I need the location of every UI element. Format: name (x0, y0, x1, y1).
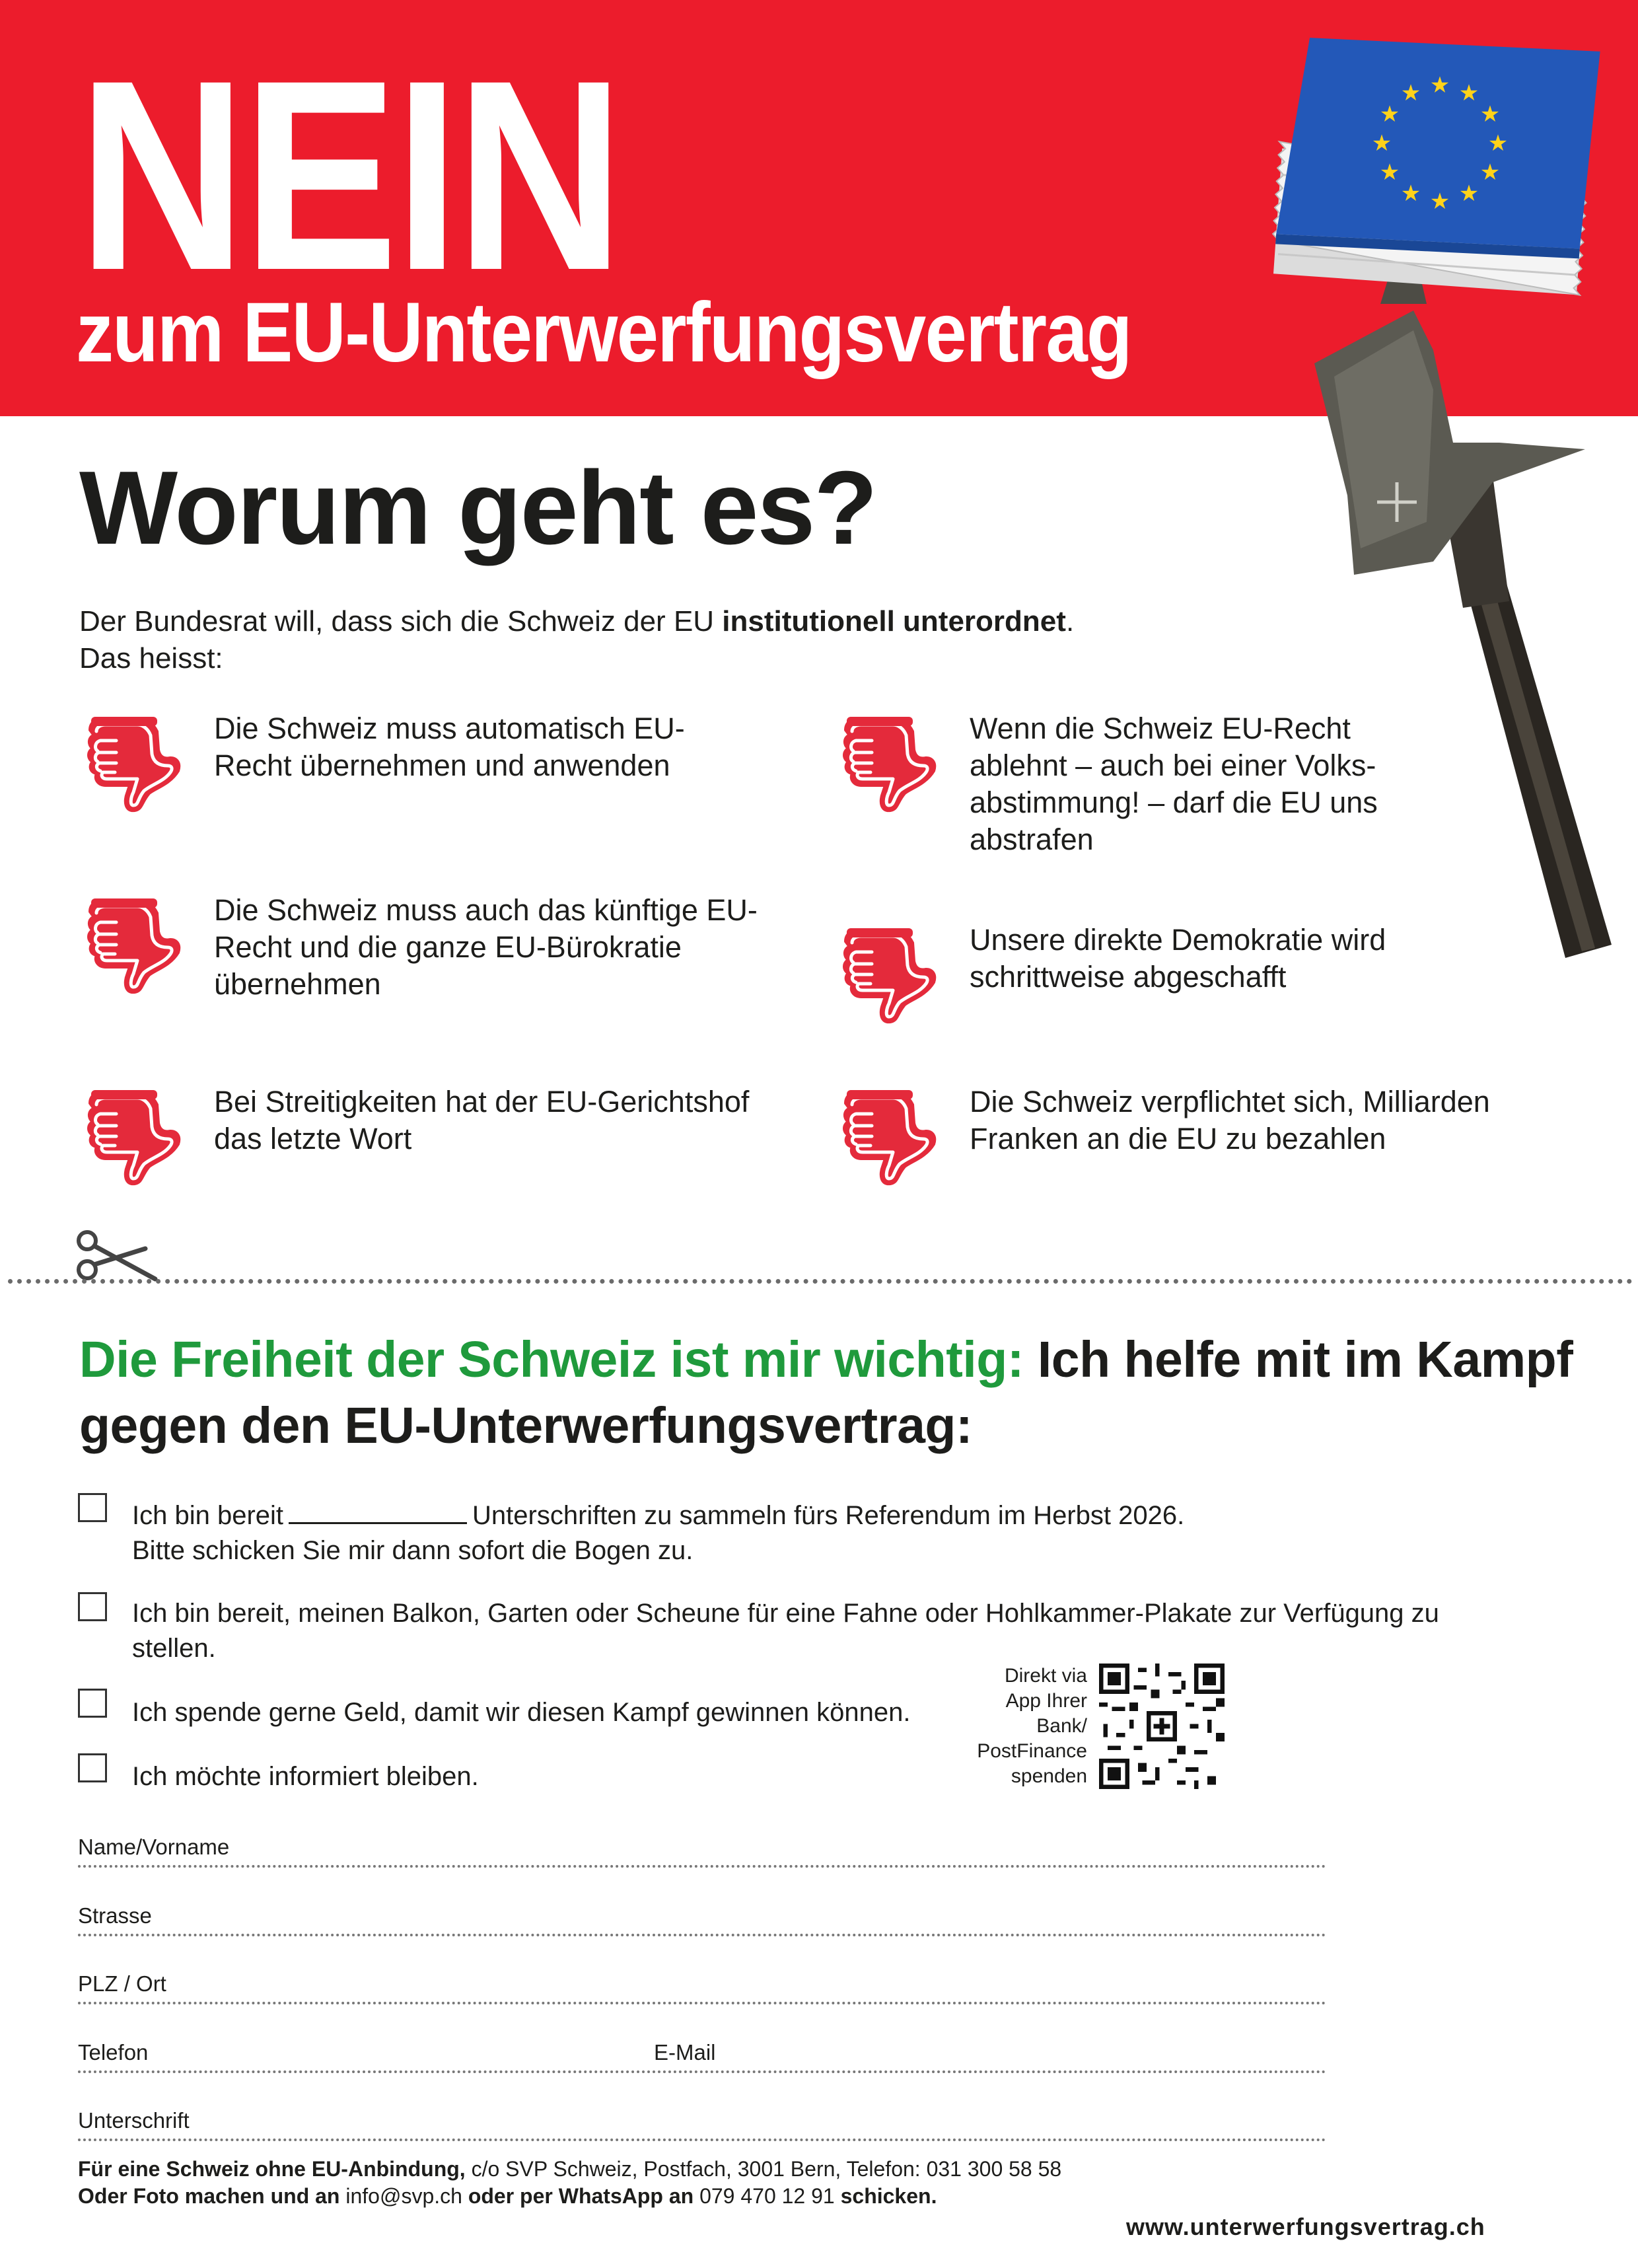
qr-caption-line: Direkt via (1004, 1665, 1087, 1687)
point-text: Wenn die Schweiz EU-Recht ablehnt – auch bei einer Volks-abstimmung! – darf die EU uns abstrafen (970, 712, 1378, 856)
svg-text:★: ★ (1458, 180, 1479, 207)
footer-photo-text: Oder Foto machen und an (78, 2184, 340, 2208)
footer-line-1 (78, 2156, 1061, 2183)
label-phone: Telefon (78, 2040, 149, 2065)
intro-line2: Das heisst: (79, 642, 223, 675)
cut-line (8, 1279, 1633, 1284)
street-field[interactable] (78, 1934, 1326, 1936)
svg-text:★: ★ (1379, 101, 1400, 128)
checkbox-stay-informed[interactable] (78, 1753, 107, 1782)
svg-text:★: ★ (1429, 188, 1450, 215)
city-field[interactable] (78, 2002, 1326, 2004)
svg-text:★: ★ (1479, 101, 1501, 128)
footer-org: Für eine Schweiz ohne EU-Anbindung, (78, 2157, 466, 2181)
thumbs-down-icon (78, 892, 184, 998)
checkbox-donate[interactable] (78, 1689, 107, 1718)
qr-caption-line: App Ihrer (1005, 1690, 1087, 1712)
footer-send-text: schicken. (840, 2184, 937, 2208)
footer-line-2 (78, 2183, 1061, 2210)
svg-text:★: ★ (1458, 80, 1479, 106)
form-heading (79, 1327, 1598, 1459)
signature-count-input[interactable] (289, 1500, 467, 1524)
point-text: Die Schweiz verpflichtet sich, Milliarden Franken an die EU zu bezahlen (970, 1085, 1490, 1155)
qr-caption-line: spenden (1011, 1765, 1087, 1787)
intro-post: . (1065, 605, 1075, 638)
option-provide-space: Ich bin bereit, meinen Balkon, Garten oder Scheune für eine Fahne oder Hohlkammer-Plakate zur Verfügung zu stellen. (132, 1599, 1439, 1663)
opt1-line2: Bitte schicken Sie mir dann sofort die Bogen zu. (132, 1536, 694, 1565)
intro-pre: Der Bundesrat will, dass sich die Schweiz der EU (79, 605, 723, 638)
option-collect-signatures (132, 1498, 1486, 1568)
footer-whatsapp-number[interactable]: 079 470 12 91 (694, 2184, 841, 2208)
thumbs-down-icon (834, 710, 939, 816)
intro-text (79, 603, 1202, 677)
footer-text (78, 2156, 1061, 2210)
point-text: Die Schweiz muss auch das künftige EU-Recht und die ganze EU-Bürokratie übernehmen (214, 893, 758, 1001)
qr-caption-line: Bank/ (1036, 1715, 1087, 1737)
label-name: Name/Vorname (78, 1835, 230, 1859)
name-field[interactable] (78, 1865, 1326, 1868)
svg-text:★: ★ (1400, 180, 1421, 207)
point-text: Bei Streitigkeiten hat der EU-Gerichtshof das letzte Wort (214, 1085, 750, 1155)
thumbs-down-icon (834, 922, 939, 1027)
opt1-post: Unterschriften zu sammeln fürs Referendum im Herbst 2026. (472, 1501, 1185, 1530)
form-heading-dark: Ich helfe mit im Kampf gegen den EU-Unterwerfungsvertrag: (79, 1331, 1573, 1454)
footer-whatsapp-text: oder per WhatsApp an (468, 2184, 694, 2208)
qr-caption-line: PostFinance (977, 1740, 1087, 1762)
thumbs-down-icon (78, 710, 184, 816)
thumbs-down-icon (78, 1083, 184, 1189)
footer-address: c/o SVP Schweiz, Postfach, 3001 Bern, Telefon: 031 300 58 58 (465, 2157, 1062, 2181)
label-city: PLZ / Ort (78, 1971, 166, 1996)
section-heading: Worum geht es? (79, 450, 876, 566)
footer-email[interactable]: info@svp.ch (339, 2184, 468, 2208)
point-text: Die Schweiz muss automatisch EU-Recht übernehmen und anwenden (214, 712, 685, 782)
thumbs-down-icon (834, 1083, 939, 1189)
label-email: E-Mail (654, 2040, 716, 2065)
form-heading-green: Die Freiheit der Schweiz ist mir wichtig: (79, 1331, 1024, 1388)
header-title: NEIN (78, 24, 621, 326)
checkbox-collect-signatures[interactable] (78, 1493, 107, 1522)
svg-text:★: ★ (1371, 130, 1392, 157)
option-donate: Ich spende gerne Geld, damit wir diesen Kampf gewinnen können. (132, 1698, 911, 1727)
phone-email-field[interactable] (78, 2070, 1326, 2073)
signature-field[interactable] (78, 2139, 1326, 2141)
checkbox-provide-space[interactable] (78, 1592, 107, 1621)
point-text: Unsere direkte Demokratie wird schrittweise abgeschafft (970, 923, 1386, 994)
label-signature: Unterschrift (78, 2108, 190, 2133)
label-street: Strasse (78, 1903, 152, 1928)
svg-text:★: ★ (1487, 130, 1509, 157)
svg-text:★: ★ (1379, 159, 1400, 186)
website-url[interactable]: www.unterwerfungsvertrag.ch (1126, 2213, 1485, 2240)
qr-caption (925, 1664, 1087, 1789)
qr-code[interactable] (1099, 1664, 1225, 1789)
header-subtitle: zum EU-Unterwerfungsvertrag (76, 285, 1131, 380)
svg-text:★: ★ (1479, 159, 1501, 186)
option-stay-informed: Ich möchte informiert bleiben. (132, 1762, 479, 1791)
opt1-pre: Ich bin bereit (132, 1501, 284, 1530)
svg-text:★: ★ (1429, 72, 1450, 98)
intro-bold: institutionell unterordnet (722, 605, 1066, 638)
svg-text:★: ★ (1400, 80, 1421, 106)
